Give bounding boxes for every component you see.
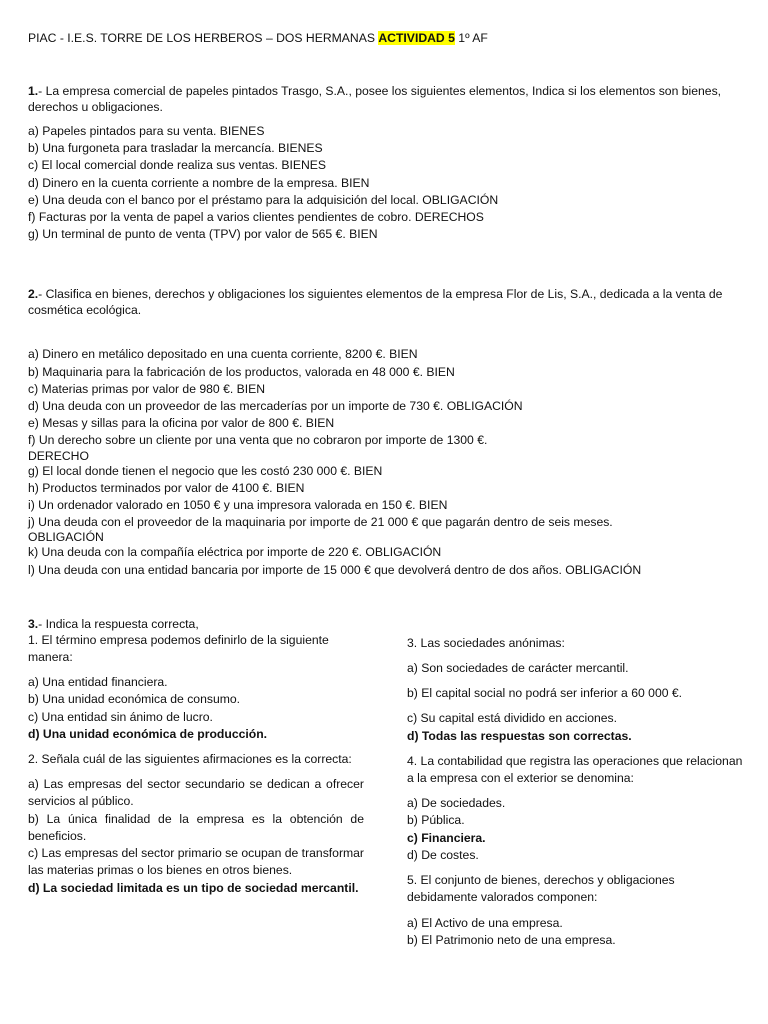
question-2-title: 2.- Clasifica en bienes, derechos y obligaciones los siguientes elementos de la empresa Flor de Lis, S.A., dedicada a la venta de cosmética ecológica. <box>28 287 723 318</box>
document-header <box>28 30 744 46</box>
left-column <box>28 632 364 897</box>
document-page <box>28 30 744 947</box>
option: a) El Activo de una empresa. <box>407 915 563 930</box>
question-2-items <box>28 346 744 578</box>
option: d) De costes. <box>407 847 479 862</box>
question-3 <box>28 616 744 947</box>
option: b) El Patrimonio neto de una empresa. <box>407 932 616 947</box>
correct-answer: d) Una unidad económica de producción. <box>28 726 268 741</box>
list-item: g) El local donde tienen el negocio que les costó 230 000 €. BIEN <box>28 463 383 478</box>
option: a) Son sociedades de carácter mercantil. <box>407 661 629 676</box>
list-item: OBLIGACIÓN <box>28 530 104 545</box>
list-item: f) Facturas por la venta de papel a varios clientes pendientes de cobro. DERECHOS <box>28 210 484 225</box>
option: b) El capital social no podrá ser inferior a 60 000 €. <box>407 686 683 701</box>
question-2 <box>28 286 744 578</box>
subquestion-4: 4. La contabilidad que registra las operaciones que relacionan a la empresa con el exterior se denomina: <box>407 753 743 786</box>
list-item: g) Un terminal de punto de venta (TPV) por valor de 565 €. BIEN <box>28 227 378 242</box>
option: c) Su capital está dividido en acciones. <box>407 711 618 726</box>
option: b) Una unidad económica de consumo. <box>28 692 241 707</box>
list-item: e) Mesas y sillas para la oficina por valor de 800 €. BIEN <box>28 416 335 431</box>
correct-answer: d) La sociedad limitada es un tipo de sociedad mercantil. <box>28 880 359 895</box>
list-item: b) Una furgoneta para trasladar la mercancía. BIENES <box>28 141 323 156</box>
option: b) La única finalidad de la empresa es la obtención de beneficios. <box>28 811 364 843</box>
subquestion-5: 5. El conjunto de bienes, derechos y obligaciones debidamente valorados componen: <box>407 873 675 905</box>
correct-answer: d) Todas las respuestas son correctas. <box>407 728 632 743</box>
subquestion-2: 2. Señala cuál de las siguientes afirmaciones es la correcta: <box>28 752 352 767</box>
list-item: DERECHO <box>28 448 89 463</box>
option: c) Las empresas del sector primario se ocupan de transformar las materias primas o los bienes en otros bienes. <box>28 846 364 878</box>
subquestion-3: 3. Las sociedades anónimas: <box>407 635 565 650</box>
header-suffix: 1º AF <box>454 31 488 45</box>
question-1-title: 1.- La empresa comercial de papeles pintados Trasgo, S.A., posee los siguientes elementos, Indica si los elementos son bienes, derechos u obligaciones. <box>28 84 722 114</box>
list-item: d) Una deuda con un proveedor de las mercaderías por un importe de 730 €. OBLIGACIÓN <box>28 399 523 414</box>
list-item: c) El local comercial donde realiza sus ventas. BIENES <box>28 158 327 173</box>
question-1-items <box>28 123 744 243</box>
list-item: j) Una deuda con el proveedor de la maquinaria por importe de 21 000 € que pagarán dentro de seis meses. <box>28 515 613 530</box>
header-prefix: PIAC - I.E.S. TORRE DE LOS HERBEROS – DOS HERMANAS <box>28 31 379 45</box>
list-item: i) Un ordenador valorado en 1050 € y una impresora valorada en 150 €. BIEN <box>28 498 448 513</box>
question-1 <box>28 83 744 243</box>
question-3-title: 3.- Indica la respuesta correcta, <box>28 616 199 631</box>
option: b) Pública. <box>407 813 465 828</box>
activity-highlight: ACTIVIDAD 5 <box>378 31 455 45</box>
option: a) De sociedades. <box>407 796 506 811</box>
list-item: d) Dinero en la cuenta corriente a nombre de la empresa. BIEN <box>28 175 370 190</box>
list-item: k) Una deuda con la compañía eléctrica por importe de 220 €. OBLIGACIÓN <box>28 545 442 560</box>
subquestion-1: 1. El término empresa podemos definirlo de la siguiente manera: <box>28 632 329 665</box>
list-item: h) Productos terminados por valor de 4100 €. BIEN <box>28 480 305 495</box>
list-item: c) Materias primas por valor de 980 €. BIEN <box>28 381 266 396</box>
list-item: l) Una deuda con una entidad bancaria por importe de 15 000 € que devolverá dentro de dos años. OBLIGACIÓN <box>28 562 642 577</box>
option: a) Las empresas del sector secundario se dedican a ofrecer servicios al público. <box>28 777 364 809</box>
list-item: a) Papeles pintados para su venta. BIENES <box>28 124 265 138</box>
right-column <box>407 632 744 949</box>
list-item: a) Dinero en metálico depositado en una cuenta corriente, 8200 €. BIEN <box>28 347 418 362</box>
correct-answer: c) Financiera. <box>407 830 486 845</box>
option: a) Una entidad financiera. <box>28 675 168 690</box>
list-item: e) Una deuda con el banco por el préstamo para la adquisición del local. OBLIGACIÓN <box>28 192 499 207</box>
list-item: b) Maquinaria para la fabricación de los productos, valorada en 48 000 €. BIEN <box>28 364 455 379</box>
option: c) Una entidad sin ánimo de lucro. <box>28 709 213 724</box>
list-item: f) Un derecho sobre un cliente por una venta que no cobraron por importe de 1300 €. <box>28 433 488 448</box>
